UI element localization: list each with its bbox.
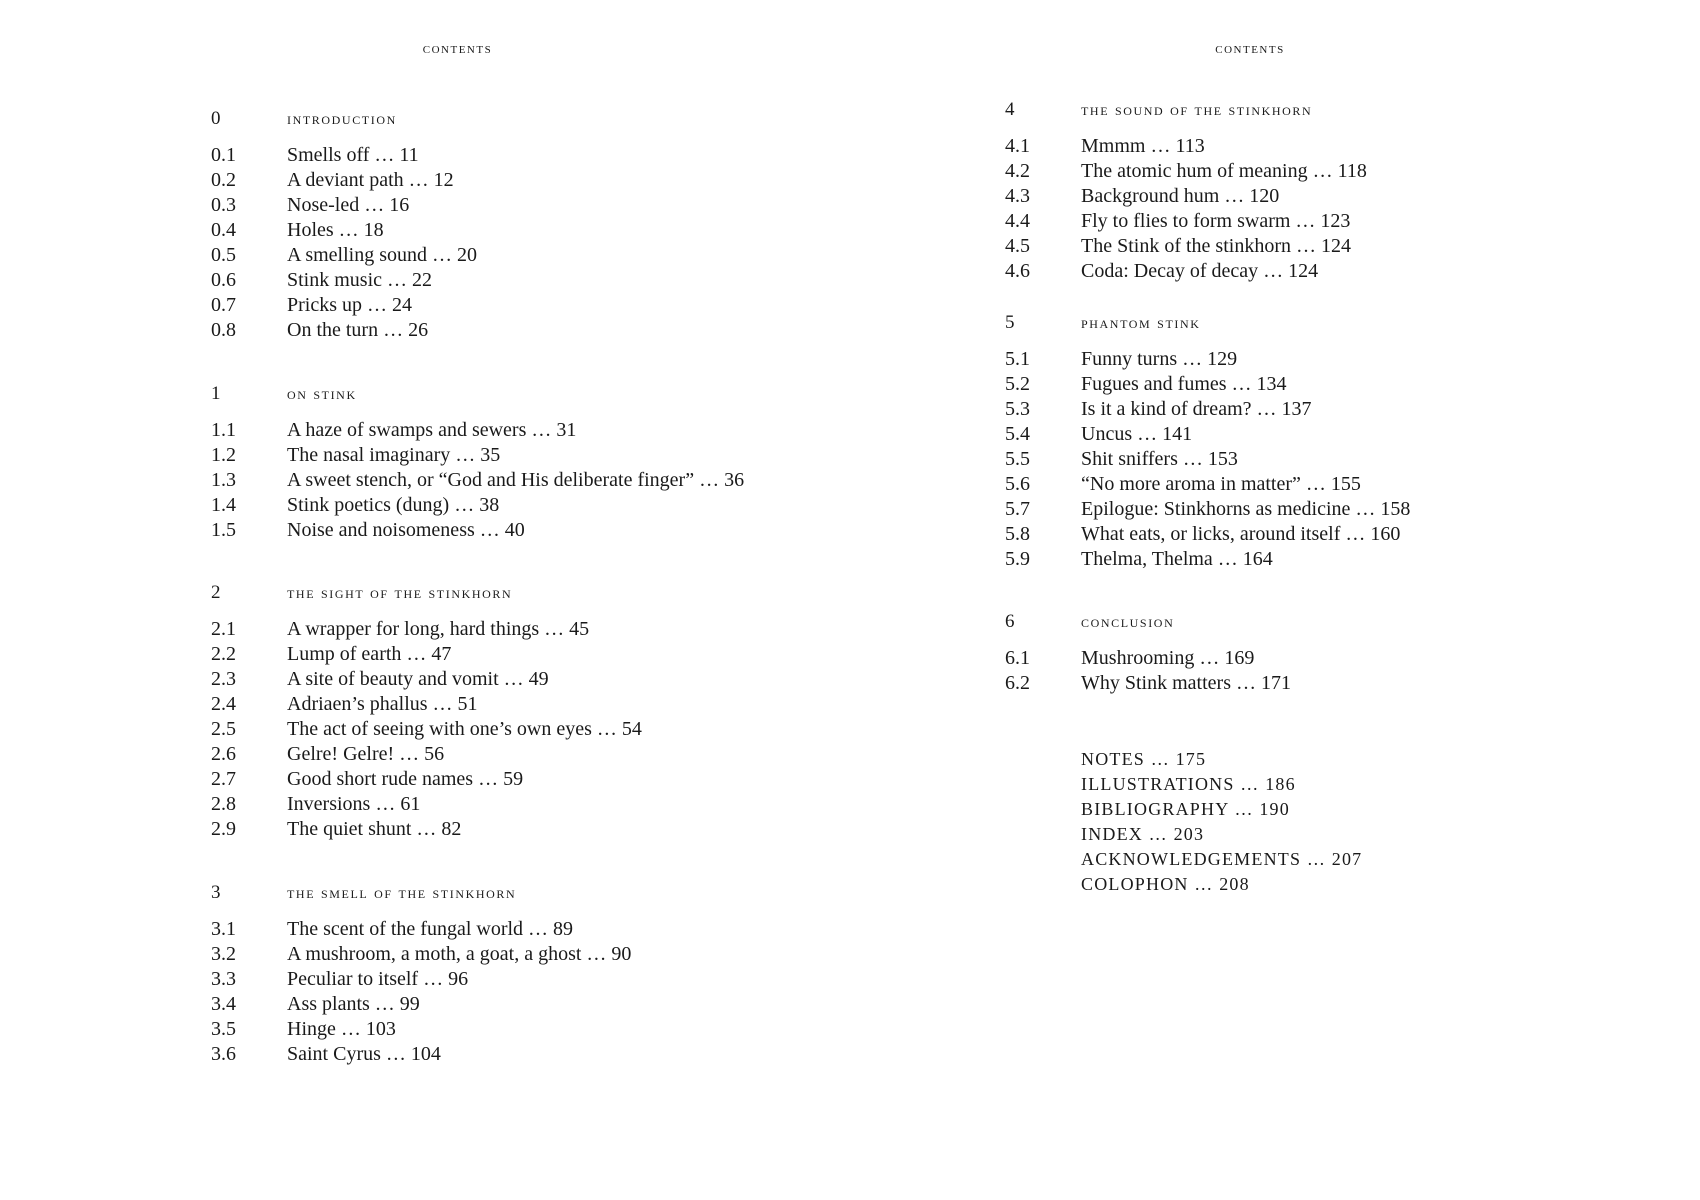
entry-title: A site of beauty and vomit … 49 (287, 668, 549, 690)
section-4 (1005, 98, 1367, 284)
entry-number: 2.8 (211, 793, 236, 815)
section-title: on stink (287, 384, 357, 403)
toc-entry[interactable] (1005, 447, 1410, 472)
section-6 (1005, 610, 1291, 696)
section-number: 0 (211, 108, 221, 129)
toc-entry[interactable] (211, 692, 642, 717)
entry-number: 1.1 (211, 419, 236, 441)
section-number: 4 (1005, 99, 1015, 120)
entry-title: A haze of swamps and sewers … 31 (287, 419, 577, 441)
entry-number: 1.5 (211, 519, 236, 541)
toc-entry[interactable] (1005, 234, 1367, 259)
entry-title: On the turn … 26 (287, 319, 429, 341)
toc-entry[interactable] (211, 667, 642, 692)
backmatter-item[interactable]: NOTES … 175 (1081, 749, 1207, 769)
toc-entry[interactable] (1005, 159, 1367, 184)
entry-title: “No more aroma in matter” … 155 (1081, 473, 1361, 495)
toc-entry[interactable] (1005, 422, 1410, 447)
entry-number: 3.2 (211, 943, 236, 965)
entry-title: Good short rude names … 59 (287, 768, 524, 790)
entry-number: 0.3 (211, 194, 236, 216)
toc-entry[interactable] (211, 642, 642, 667)
entry-title: Stink music … 22 (287, 269, 433, 291)
toc-entry[interactable] (211, 168, 477, 193)
entry-number: 2.4 (211, 693, 236, 715)
toc-entry[interactable] (211, 942, 631, 967)
toc-entry[interactable] (1005, 472, 1410, 497)
section-title: the smell of the stinkhorn (287, 883, 517, 902)
entry-title: The act of seeing with one’s own eyes … 54 (287, 718, 642, 740)
entry-title: Adriaen’s phallus … 51 (287, 693, 478, 715)
entry-number: 5.5 (1005, 448, 1030, 470)
toc-entry[interactable] (211, 443, 744, 468)
entry-title: Stink poetics (dung) … 38 (287, 494, 500, 516)
entry-title: Fly to flies to form swarm … 123 (1081, 210, 1351, 232)
section-heading (211, 107, 477, 131)
toc-entry[interactable] (1005, 259, 1367, 284)
toc-entry[interactable] (1005, 671, 1291, 696)
entry-title: Why Stink matters … 171 (1081, 672, 1291, 694)
entry-title: Nose-led … 16 (287, 194, 410, 216)
section-1 (211, 382, 744, 543)
toc-entry[interactable] (1005, 522, 1410, 547)
entry-title: Noise and noisomeness … 40 (287, 519, 525, 541)
entry-number: 3.6 (211, 1043, 236, 1065)
entry-title: The nasal imaginary … 35 (287, 444, 501, 466)
entry-number: 0.2 (211, 169, 236, 191)
toc-entry[interactable] (1005, 497, 1410, 522)
entry-number: 4.3 (1005, 185, 1030, 207)
backmatter-list (1081, 747, 1362, 897)
entry-title: Thelma, Thelma … 164 (1081, 548, 1273, 570)
entry-number: 6.2 (1005, 672, 1030, 694)
entry-title: A wrapper for long, hard things … 45 (287, 618, 590, 640)
entry-title: Epilogue: Stinkhorns as medicine … 158 (1081, 498, 1411, 520)
toc-entry[interactable] (1005, 372, 1410, 397)
section-number: 5 (1005, 312, 1015, 333)
backmatter-item[interactable]: INDEX … 203 (1081, 824, 1205, 844)
entry-title: Coda: Decay of decay … 124 (1081, 260, 1319, 282)
entry-number: 5.1 (1005, 348, 1030, 370)
entry-number: 2.3 (211, 668, 236, 690)
entry-number: 0.6 (211, 269, 236, 291)
toc-entry[interactable] (211, 418, 744, 443)
section-heading (1005, 311, 1410, 335)
entry-title: Saint Cyrus … 104 (287, 1043, 441, 1065)
entry-title: Peculiar to itself … 96 (287, 968, 469, 990)
entry-title: Hinge … 103 (287, 1018, 396, 1040)
entry-number: 5.2 (1005, 373, 1030, 395)
entry-title: Mmmm … 113 (1081, 135, 1205, 157)
entry-title: A deviant path … 12 (287, 169, 454, 191)
section-title: the sight of the stinkhorn (287, 583, 513, 602)
entry-number: 0.5 (211, 244, 236, 266)
entry-title: Holes … 18 (287, 219, 384, 241)
toc-entry[interactable] (211, 767, 642, 792)
entry-title: The scent of the fungal world … 89 (287, 918, 574, 940)
section-heading (211, 581, 642, 605)
toc-entry[interactable] (211, 792, 642, 817)
entry-number: 0.8 (211, 319, 236, 341)
entry-title: Shit sniffers … 153 (1081, 448, 1238, 470)
entry-number: 6.1 (1005, 647, 1030, 669)
backmatter-item[interactable]: ACKNOWLEDGEMENTS … 207 (1081, 849, 1363, 869)
toc-entry[interactable] (211, 493, 744, 518)
toc-entry[interactable] (211, 742, 642, 767)
toc-entry[interactable] (211, 1042, 631, 1067)
section-title: introduction (287, 109, 397, 128)
section-number: 3 (211, 882, 221, 903)
toc-entry[interactable] (211, 717, 642, 742)
entry-number: 1.3 (211, 469, 236, 491)
entry-title: Ass plants … 99 (287, 993, 420, 1015)
section-heading (1005, 98, 1367, 122)
entry-title: Funny turns … 129 (1081, 348, 1238, 370)
section-0 (211, 107, 477, 343)
section-number: 1 (211, 383, 221, 404)
entry-title: Lump of earth … 47 (287, 643, 452, 665)
entry-title: Mushrooming … 169 (1081, 647, 1255, 669)
entry-number: 3.5 (211, 1018, 236, 1040)
entry-title: Smells off … 11 (287, 144, 419, 166)
section-title: phantom stink (1081, 313, 1201, 332)
running-head: contents (422, 40, 493, 57)
toc-entry[interactable] (211, 992, 631, 1017)
section-title: conclusion (1081, 612, 1175, 631)
entry-title: Fugues and fumes … 134 (1081, 373, 1287, 395)
entry-title: Is it a kind of dream? … 137 (1081, 398, 1312, 420)
entry-title: Pricks up … 24 (287, 294, 412, 316)
entry-number: 3.1 (211, 918, 236, 940)
toc-entry[interactable] (1005, 547, 1410, 572)
backmatter-item[interactable]: COLOPHON … 208 (1081, 874, 1250, 894)
entry-number: 0.7 (211, 294, 236, 316)
toc-entry[interactable] (1005, 209, 1367, 234)
entry-number: 2.5 (211, 718, 236, 740)
toc-entry[interactable] (211, 243, 477, 268)
entry-number: 5.9 (1005, 548, 1030, 570)
toc-entry[interactable] (1005, 184, 1367, 209)
entry-title: Uncus … 141 (1081, 423, 1193, 445)
entry-number: 5.6 (1005, 473, 1030, 495)
section-2 (211, 581, 642, 842)
entry-number: 4.6 (1005, 260, 1030, 282)
toc-entry[interactable] (211, 1017, 631, 1042)
toc-entry[interactable] (1005, 397, 1410, 422)
entry-title: Inversions … 61 (287, 793, 421, 815)
toc-entry[interactable] (211, 268, 477, 293)
entry-title: Gelre! Gelre! … 56 (287, 743, 445, 765)
entry-number: 5.7 (1005, 498, 1030, 520)
entry-number: 2.7 (211, 768, 236, 790)
toc-entry[interactable] (211, 468, 744, 493)
entry-number: 1.2 (211, 444, 236, 466)
section-heading (211, 881, 631, 905)
entry-number: 4.2 (1005, 160, 1030, 182)
toc-entry[interactable] (1005, 646, 1291, 671)
section-number: 6 (1005, 611, 1015, 632)
entry-title: The quiet shunt … 82 (287, 818, 462, 840)
entry-number: 4.4 (1005, 210, 1030, 232)
entry-title: What eats, or licks, around itself … 160 (1081, 523, 1401, 545)
entry-number: 1.4 (211, 494, 236, 516)
entry-number: 4.5 (1005, 235, 1030, 257)
toc-entry[interactable] (211, 917, 631, 942)
entry-number: 2.9 (211, 818, 236, 840)
section-3 (211, 881, 631, 1067)
toc-entry[interactable] (211, 817, 642, 842)
entry-title: The atomic hum of meaning … 118 (1081, 160, 1367, 182)
backmatter-item[interactable]: ILLUSTRATIONS … 186 (1081, 774, 1296, 794)
toc-entry[interactable] (211, 293, 477, 318)
entry-number: 4.1 (1005, 135, 1030, 157)
running-head: contents (1215, 40, 1285, 57)
entry-number: 2.2 (211, 643, 236, 665)
toc-entry[interactable] (211, 318, 477, 343)
section-number: 2 (211, 582, 221, 603)
entry-number: 5.8 (1005, 523, 1030, 545)
entry-title: The Stink of the stinkhorn … 124 (1081, 235, 1351, 257)
entry-number: 5.4 (1005, 423, 1030, 445)
backmatter-item[interactable]: BIBLIOGRAPHY … 190 (1081, 799, 1290, 819)
entry-title: A sweet stench, or “God and His deliberate finger” … 36 (287, 469, 745, 491)
section-title: the sound of the stinkhorn (1081, 100, 1313, 119)
entry-title: A smelling sound … 20 (287, 244, 478, 266)
entry-number: 0.1 (211, 144, 236, 166)
toc-entry[interactable] (211, 617, 642, 642)
toc-entry[interactable] (211, 967, 631, 992)
entry-number: 2.6 (211, 743, 236, 765)
toc-entry[interactable] (211, 518, 744, 543)
section-5 (1005, 311, 1410, 572)
entry-title: A mushroom, a moth, a goat, a ghost … 90 (287, 943, 632, 965)
toc-entry[interactable] (211, 218, 477, 243)
entry-title: Background hum … 120 (1081, 185, 1280, 207)
section-heading (1005, 610, 1291, 634)
section-heading (211, 382, 744, 406)
entry-number: 2.1 (211, 618, 236, 640)
toc-entry[interactable] (1005, 347, 1410, 372)
entry-number: 5.3 (1005, 398, 1030, 420)
toc-entry[interactable] (1005, 134, 1367, 159)
toc-entry[interactable] (211, 143, 477, 168)
entry-number: 0.4 (211, 219, 236, 241)
toc-entry[interactable] (211, 193, 477, 218)
entry-number: 3.3 (211, 968, 236, 990)
entry-number: 3.4 (211, 993, 236, 1015)
